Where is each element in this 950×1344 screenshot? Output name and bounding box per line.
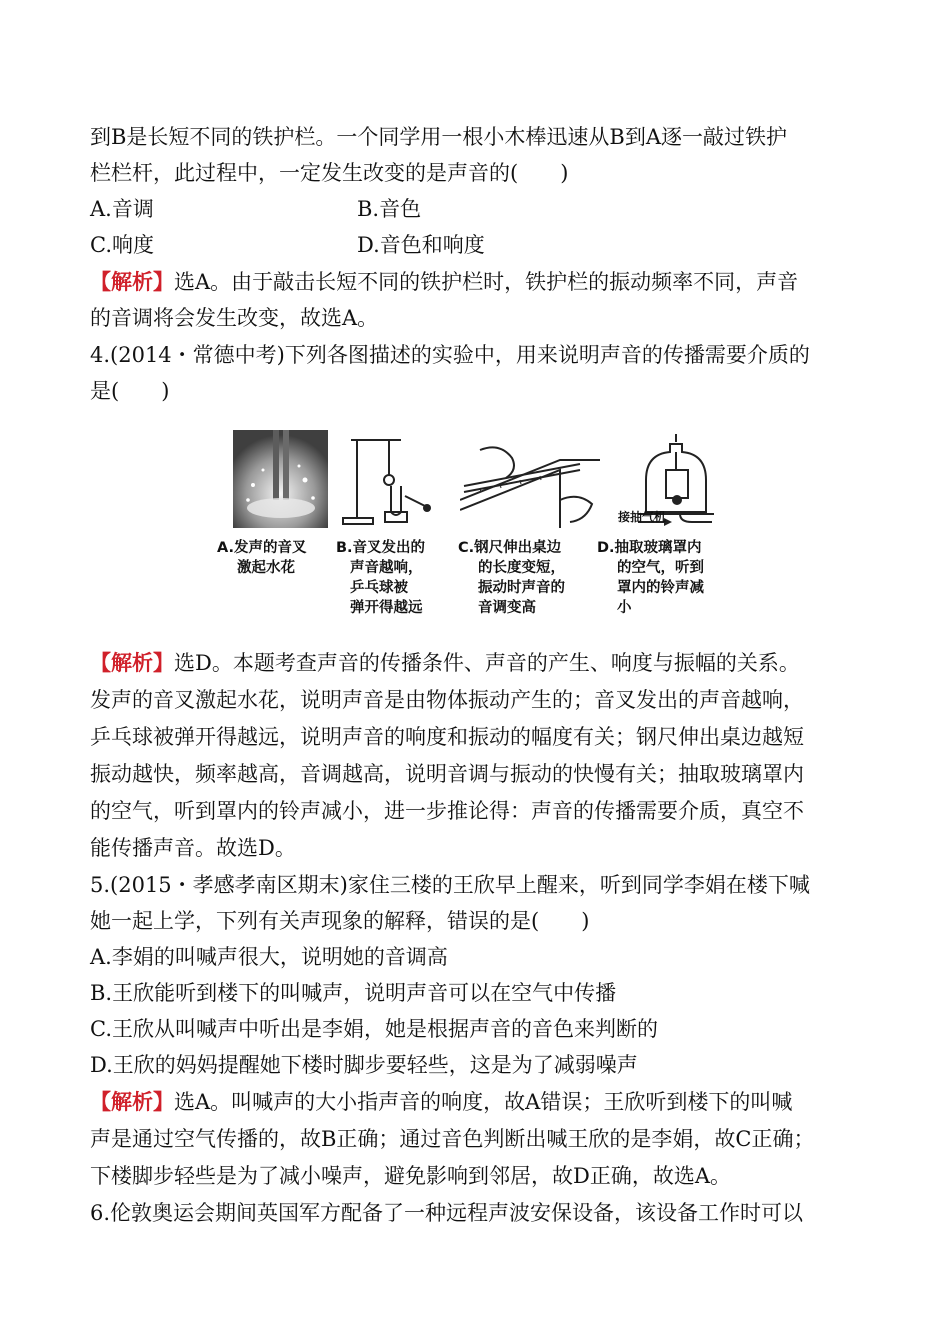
caption-line: 振动时声音的 <box>478 580 565 596</box>
analysis-tag: 【解析】 <box>90 1089 174 1114</box>
caption-line: 音调变高 <box>478 600 536 616</box>
q5-option-c: C.王欣从叫喊声中听出是李娟，她是根据声音的音色来判断的 <box>90 1017 658 1041</box>
figure-a-tuning-fork-water <box>233 430 328 528</box>
q3-option-b: B.音色 <box>357 197 422 221</box>
figure-c-steel-ruler <box>460 430 600 528</box>
q4-analysis-text: 选D。本题考查声音的传播条件、声音的产生、响度与振幅的关系。 <box>174 651 800 675</box>
q4-stem-line-2: 是( ) <box>90 379 170 403</box>
q6-stem-line-1: 6.伦敦奥运会期间英国军方配备了一种远程声波安保设备，该设备工作时可以 <box>90 1201 804 1225</box>
figure-caption-b <box>336 538 425 618</box>
q3-option-a: A.音调 <box>90 197 154 221</box>
q3-option-c: C.响度 <box>90 233 154 257</box>
q4-analysis-line-2: 发声的音叉激起水花，说明声音是由物体振动产生的；音叉发出的声音越响， <box>90 688 804 712</box>
q3-option-d: D.音色和响度 <box>357 233 485 257</box>
q3-stem-line-2: 栏栏杆，此过程中，一定发生改变的是声音的( ) <box>90 161 569 185</box>
figure-b-tuning-fork-ball <box>339 430 434 528</box>
caption-line: C.钢尺伸出桌边 <box>458 540 562 556</box>
q3-stem-line-1: 到B是长短不同的铁护栏。一个同学用一根小木棒迅速从B到A逐一敲过铁护 <box>90 125 788 149</box>
q4-analysis-line-5: 的空气，听到罩内的铃声减小，进一步推论得：声音的传播需要介质，真空不 <box>90 799 804 823</box>
q3-analysis-text: 选A。由于敲击长短不同的铁护栏时，铁护栏的振动频率不同，声音 <box>174 270 799 294</box>
q4-analysis-line-1 <box>90 648 800 678</box>
q5-stem-line-2: 她一起上学，下列有关声现象的解释，错误的是( ) <box>90 909 590 933</box>
q5-analysis-line-3: 下楼脚步轻些是为了减小噪声，避免影响到邻居，故D正确，故选A。 <box>90 1164 731 1188</box>
analysis-tag: 【解析】 <box>90 650 174 675</box>
q5-analysis-text: 选A。叫喊声的大小指声音的响度，故A错误；王欣听到楼下的叫喊 <box>174 1090 793 1114</box>
q5-option-b: B.王欣能听到楼下的叫喊声，说明声音可以在空气中传播 <box>90 981 617 1005</box>
pump-label: 接抽气机 <box>618 510 667 524</box>
q3-analysis-line-1 <box>90 267 798 297</box>
caption-line: 的长度变短， <box>478 560 565 576</box>
caption-line: 罩内的铃声减 <box>617 580 704 596</box>
caption-line: D.抽取玻璃罩内 <box>597 540 702 556</box>
figure-caption-c <box>458 538 565 618</box>
caption-line: 的空气，听到 <box>617 560 704 576</box>
caption-line: A.发声的音叉 <box>217 540 307 556</box>
caption-line: B.音叉发出的 <box>336 540 426 556</box>
q4-analysis-line-6: 能传播声音。故选D。 <box>90 836 296 860</box>
caption-line: 乒乓球被 <box>350 580 408 596</box>
analysis-tag: 【解析】 <box>90 269 174 294</box>
q3-analysis-line-2: 的音调将会发生改变，故选A。 <box>90 306 379 330</box>
figure-caption-d <box>597 538 704 618</box>
q4-stem-line-1: 4.(2014・常德中考)下列各图描述的实验中，用来说明声音的传播需要介质的 <box>90 343 810 367</box>
q5-stem-line-1: 5.(2015・孝感孝南区期末)家住三楼的王欣早上醒来，听到同学李娟在楼下喊 <box>90 873 810 897</box>
caption-line: 激起水花 <box>237 560 295 576</box>
q4-analysis-line-4: 振动越快，频率越高，音调越高，说明音调与振动的快慢有关；抽取玻璃罩内 <box>90 762 804 786</box>
caption-line: 小 <box>617 600 632 616</box>
q5-analysis-line-1 <box>90 1087 792 1117</box>
caption-line: 声音越响， <box>350 560 423 576</box>
q5-option-d: D.王欣的妈妈提醒她下楼时脚步要轻些，这是为了减弱噪声 <box>90 1053 638 1077</box>
q5-analysis-line-2: 声是通过空气传播的，故B正确；通过音色判断出喊王欣的是李娟，故C正确； <box>90 1127 815 1151</box>
figure-caption-a <box>217 538 307 578</box>
q5-option-a: A.李娟的叫喊声很大，说明她的音调高 <box>90 945 448 969</box>
caption-line: 弹开得越远 <box>350 600 423 616</box>
q4-analysis-line-3: 乒乓球被弹开得越远，说明声音的响度和振动的幅度有关；钢尺伸出桌边越短 <box>90 725 804 749</box>
